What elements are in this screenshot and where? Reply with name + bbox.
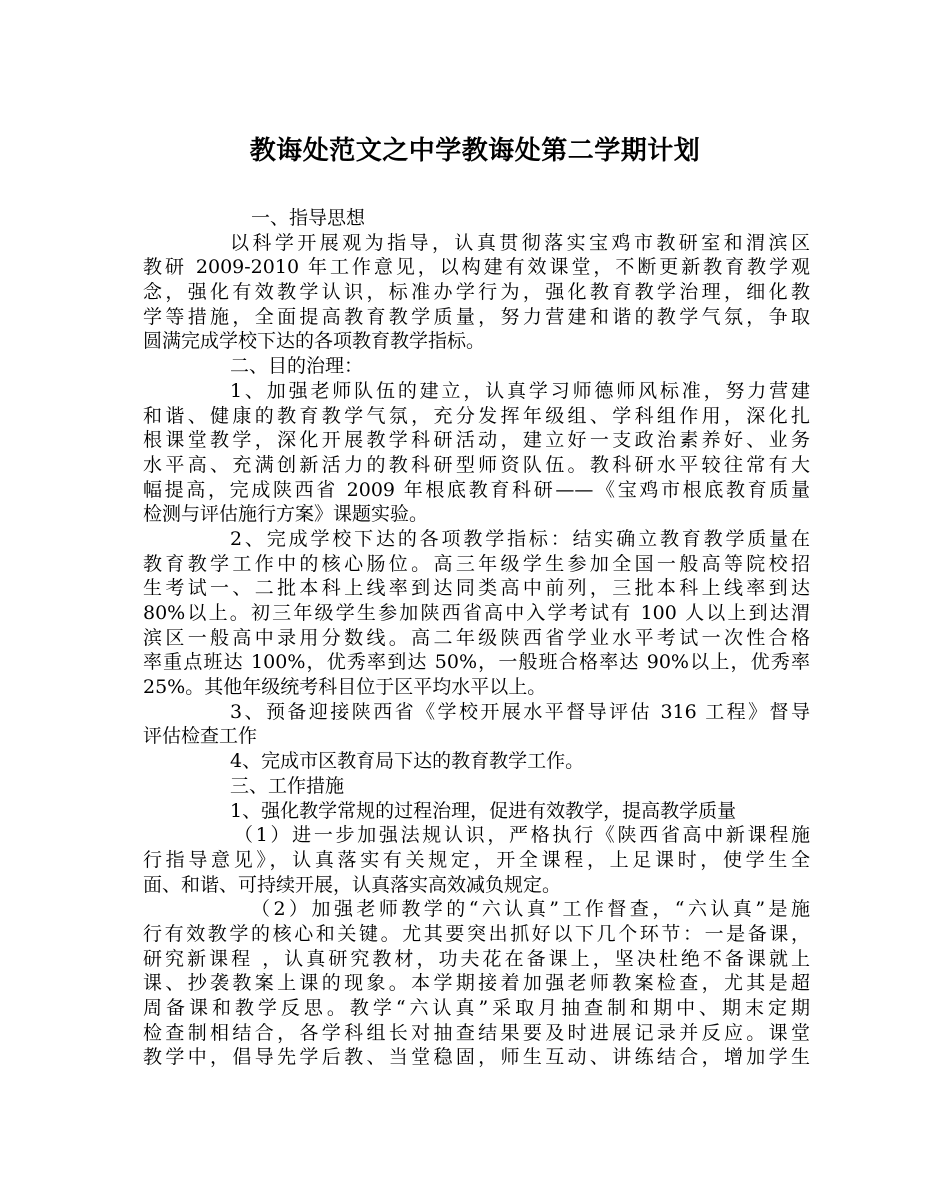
section-heading: 一、指导思想: [251, 207, 366, 229]
paragraph-line: 研究新课程 ，认真研究教材，功夫花在备课上，坚决杜绝不备课就上: [143, 947, 810, 970]
paragraph-line: 面、和谐、可持续开展，认真落实高效减负规定。: [143, 873, 562, 896]
paragraph-line: 检测与评估施行方案》课题实验。: [143, 503, 429, 526]
subsection-heading: 1、强化教学常规的过程治理，促进有效教学，提高教学质量: [230, 799, 737, 822]
paragraph-line: 行指导意见》，认真落实有关规定，开全课程，上足课时，使学生全: [143, 848, 810, 871]
paragraph-line: 学等措施，全面提高教育教学质量，努力营建和谐的教学气氛，争取: [143, 305, 810, 328]
paragraph-line: 1、加强老师队伍的建立，认真学习师德师风标准，努力营建: [230, 379, 810, 402]
paragraph-line: 教学中，倡导先学后教、当堂稳固，师生互动、讲练结合，增加学生: [143, 1046, 810, 1069]
section-heading: 三、工作措施: [230, 774, 345, 797]
paragraph-line: 水平高、充满创新活力的教科研型师资队伍。教科研水平较往常有大: [143, 453, 810, 476]
section-heading: 二、目的治理：: [230, 355, 364, 378]
paragraph-line: 教研 2009-2010 年工作意见，以构建有效课堂，不断更新教育教学观: [143, 256, 810, 279]
paragraph-line: 80%以上。初三年级学生参加陕西省高中入学考试有 100 人以上到达渭: [143, 602, 810, 624]
paragraph-line: 评估检查工作: [143, 725, 258, 748]
paragraph-line: 圆满完成学校下达的各项教育教学指标。: [143, 330, 486, 353]
paragraph-line: （1）进一步加强法规认识，严格执行《陕西省高中新课程施: [234, 824, 810, 847]
paragraph-line: 生考试一、二批本科上线率到达同类高中前列，三批本科上线率到达: [143, 577, 810, 600]
paragraph-line: 周备课和教学反思。教学“六认真”采取月抽查制和期中、期末定期: [143, 997, 810, 1019]
document-title: 教诲处范文之中学教诲处第二学期计划: [249, 136, 701, 166]
paragraph-line: 以科学开展观为指导，认真贯彻落实宝鸡市教研室和渭滨区: [230, 231, 810, 254]
paragraph-line: （2）加强老师教学的“六认真”工作督查，“六认真”是施: [251, 898, 810, 921]
paragraph-line: 2、完成学校下达的各项教学指标：结实确立教育教学质量在: [230, 527, 810, 550]
paragraph-line: 3、预备迎接陕西省《学校开展水平督导评估 316 工程》督导: [230, 700, 810, 723]
paragraph-line: 行有效教学的核心和关键。尤其要突出抓好以下几个环节：一是备课，: [143, 922, 810, 945]
paragraph-line: 率重点班达 100%，优秀率到达 50%，一般班合格率达 90%以上，优秀率: [143, 651, 810, 674]
paragraph-line: 检查制相结合，各学科组长对抽查结果要及时进展记录并反应。课堂: [143, 1021, 810, 1044]
paragraph-line: 课、抄袭教案上课的现象。本学期接着加强老师教案检查，尤其是超: [143, 972, 810, 995]
paragraph-line: 和谐、健康的教育教学气氛，充分发挥年级组、学科组作用，深化扎: [143, 404, 810, 427]
paragraph-line: 25%。其他年级统考科目位于区平均水平以上。: [143, 676, 547, 699]
paragraph-line: 滨区一般高中录用分数线。高二年级陕西省学业水平考试一次性合格: [143, 626, 810, 649]
paragraph-line: 教育教学工作中的核心肠位。高三年级学生参加全国一般高等院校招: [143, 552, 810, 575]
paragraph-line: 4、完成市区教育局下达的教育教学工作。: [230, 750, 585, 773]
paragraph-line: 根课堂教学，深化开展教学科研活动，建立好一支政治素养好、业务: [143, 429, 810, 452]
paragraph-line: 幅提高，完成陕西省 2009 年根底教育科研——《宝鸡市根底教育质量: [143, 478, 810, 501]
document-body: [143, 206, 810, 1070]
paragraph-line: 念，强化有效教学认识，标准办学行为，强化教育教学治理，细化教: [143, 281, 810, 304]
